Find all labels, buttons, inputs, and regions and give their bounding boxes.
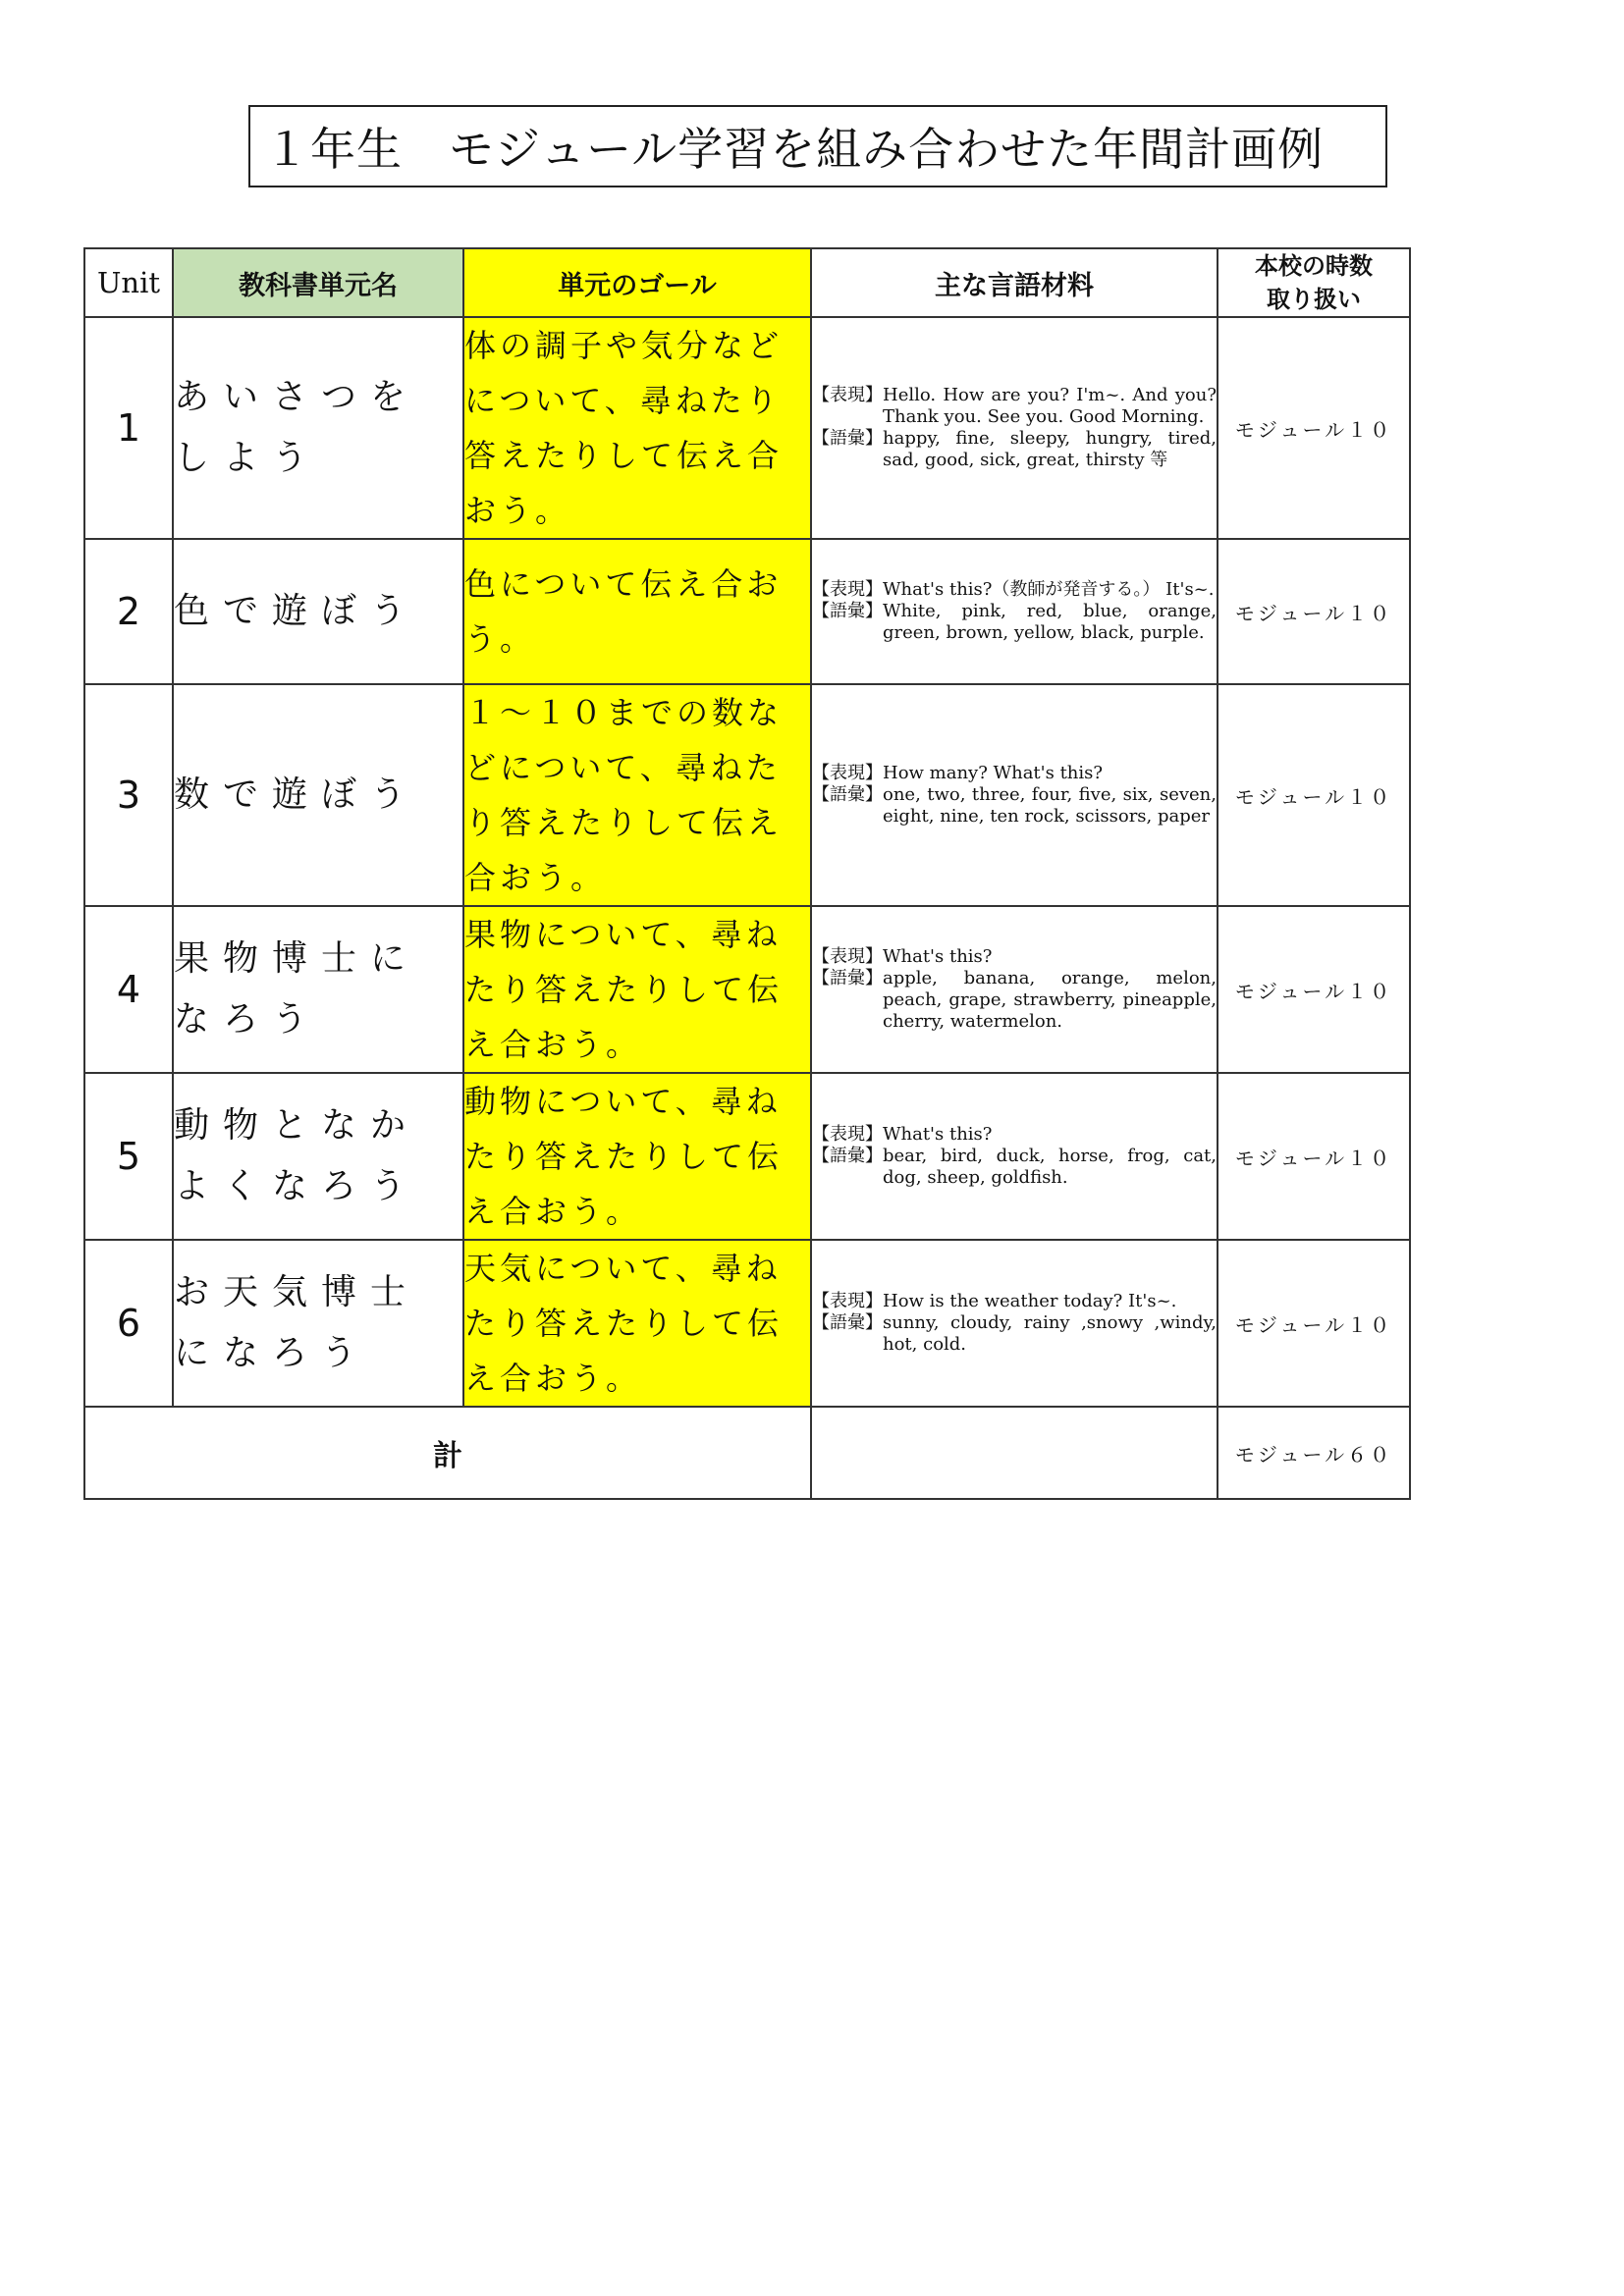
vocab-line [812, 428, 1217, 471]
unit-name: お天気博士になろう [173, 1240, 463, 1407]
header-hours-line1: 本校の時数 [1255, 252, 1373, 280]
expression-text: Hello. How are you? I'm~. And you? Thank you. See you. Good Morning. [883, 385, 1217, 427]
unit-goal: 天気について、尋ねたり答えたりして伝え合おう。 [463, 1240, 811, 1407]
unit-goal: 色について伝え合おう。 [463, 539, 811, 684]
unit-number: 4 [84, 906, 173, 1073]
expression-text: How is the weather today? It's~. [883, 1291, 1177, 1311]
language-materials [811, 539, 1218, 684]
module-hours: モジュール１０ [1218, 684, 1410, 906]
unit-goal: １～１０までの数などについて、尋ねたり答えたりして伝え合おう。 [463, 684, 811, 906]
module-hours: モジュール１０ [1218, 539, 1410, 684]
vocab-label: 【語彙】 [812, 1312, 883, 1333]
unit-goal: 体の調子や気分などについて、尋ねたり答えたりして伝え合おう。 [463, 317, 811, 539]
language-materials [811, 906, 1218, 1073]
expression-label: 【表現】 [812, 1291, 883, 1311]
header-goal: 単元のゴール [463, 248, 811, 317]
vocab-line [812, 968, 1217, 1033]
vocab-text: one, two, three, four, five, six, seven, eight, nine, ten rock, scissors, paper [883, 784, 1217, 827]
vocab-text: sunny, cloudy, rainy ,snowy ,windy, hot, cold. [883, 1312, 1217, 1355]
header-unit: Unit [84, 248, 173, 317]
module-hours: モジュール１０ [1218, 906, 1410, 1073]
vocab-line [812, 601, 1217, 644]
unit-name: 動物となかよくなろう [173, 1073, 463, 1240]
expression-text: What's this?（教師が発音する。） It's~. [883, 579, 1215, 600]
table-row [84, 1240, 1410, 1407]
expression-text: What's this? [883, 946, 993, 967]
unit-name: 色で遊ぼう [173, 539, 463, 684]
header-hours [1218, 248, 1410, 317]
expression-line [812, 1124, 1217, 1146]
header-unit-name: 教科書単元名 [173, 248, 463, 317]
vocab-label: 【語彙】 [812, 1146, 883, 1166]
total-materials-empty [811, 1407, 1218, 1499]
header-hours-line2: 取り扱い [1267, 286, 1361, 313]
unit-number: 1 [84, 317, 173, 539]
expression-label: 【表現】 [812, 385, 883, 405]
table-row [84, 906, 1410, 1073]
unit-goal: 果物について、尋ねたり答えたりして伝え合おう。 [463, 906, 811, 1073]
vocab-text: bear, bird, duck, horse, frog, cat, dog, sheep, goldfish. [883, 1146, 1217, 1188]
vocab-line [812, 1146, 1217, 1189]
expression-line [812, 946, 1217, 968]
header-materials: 主な言語材料 [811, 248, 1218, 317]
unit-number: 5 [84, 1073, 173, 1240]
expression-text: How many? What's this? [883, 763, 1104, 783]
expression-line [812, 385, 1217, 428]
unit-goal: 動物について、尋ねたり答えたりして伝え合おう。 [463, 1073, 811, 1240]
language-materials [811, 1240, 1218, 1407]
expression-text: What's this? [883, 1124, 993, 1145]
module-hours: モジュール１０ [1218, 1073, 1410, 1240]
expression-label: 【表現】 [812, 763, 883, 783]
vocab-text: apple, banana, orange, melon, peach, grape, strawberry, pineapple, cherry, watermelon. [883, 968, 1217, 1032]
vocab-line [812, 1312, 1217, 1356]
table-row [84, 539, 1410, 684]
language-materials [811, 317, 1218, 539]
module-hours: モジュール１０ [1218, 1240, 1410, 1407]
total-label: 計 [84, 1407, 811, 1499]
unit-number: 2 [84, 539, 173, 684]
expression-line [812, 579, 1217, 601]
unit-name: あいさつをしよう [173, 317, 463, 539]
unit-name: 数で遊ぼう [173, 684, 463, 906]
vocab-label: 【語彙】 [812, 601, 883, 621]
expression-label: 【表現】 [812, 1124, 883, 1145]
language-materials [811, 1073, 1218, 1240]
expression-line [812, 1291, 1217, 1312]
vocab-label: 【語彙】 [812, 968, 883, 988]
vocab-text: White, pink, red, blue, orange, green, brown, yellow, black, purple. [883, 601, 1217, 643]
table-row [84, 684, 1410, 906]
vocab-text: happy, fine, sleepy, hungry, tired, sad, good, sick, great, thirsty 等 [883, 428, 1217, 470]
table-row [84, 317, 1410, 539]
page-title: １年生 モジュール学習を組み合わせた年間計画例 [248, 105, 1387, 187]
expression-line [812, 763, 1217, 784]
vocab-line [812, 784, 1217, 828]
module-hours: モジュール１０ [1218, 317, 1410, 539]
language-materials [811, 684, 1218, 906]
expression-label: 【表現】 [812, 579, 883, 600]
header-row [84, 248, 1410, 317]
unit-number: 3 [84, 684, 173, 906]
unit-number: 6 [84, 1240, 173, 1407]
total-row [84, 1407, 1410, 1499]
total-hours: モジュール６０ [1218, 1407, 1410, 1499]
annual-plan-table [83, 247, 1411, 1500]
table-row [84, 1073, 1410, 1240]
expression-label: 【表現】 [812, 946, 883, 967]
vocab-label: 【語彙】 [812, 428, 883, 449]
vocab-label: 【語彙】 [812, 784, 883, 805]
unit-name: 果物博士になろう [173, 906, 463, 1073]
